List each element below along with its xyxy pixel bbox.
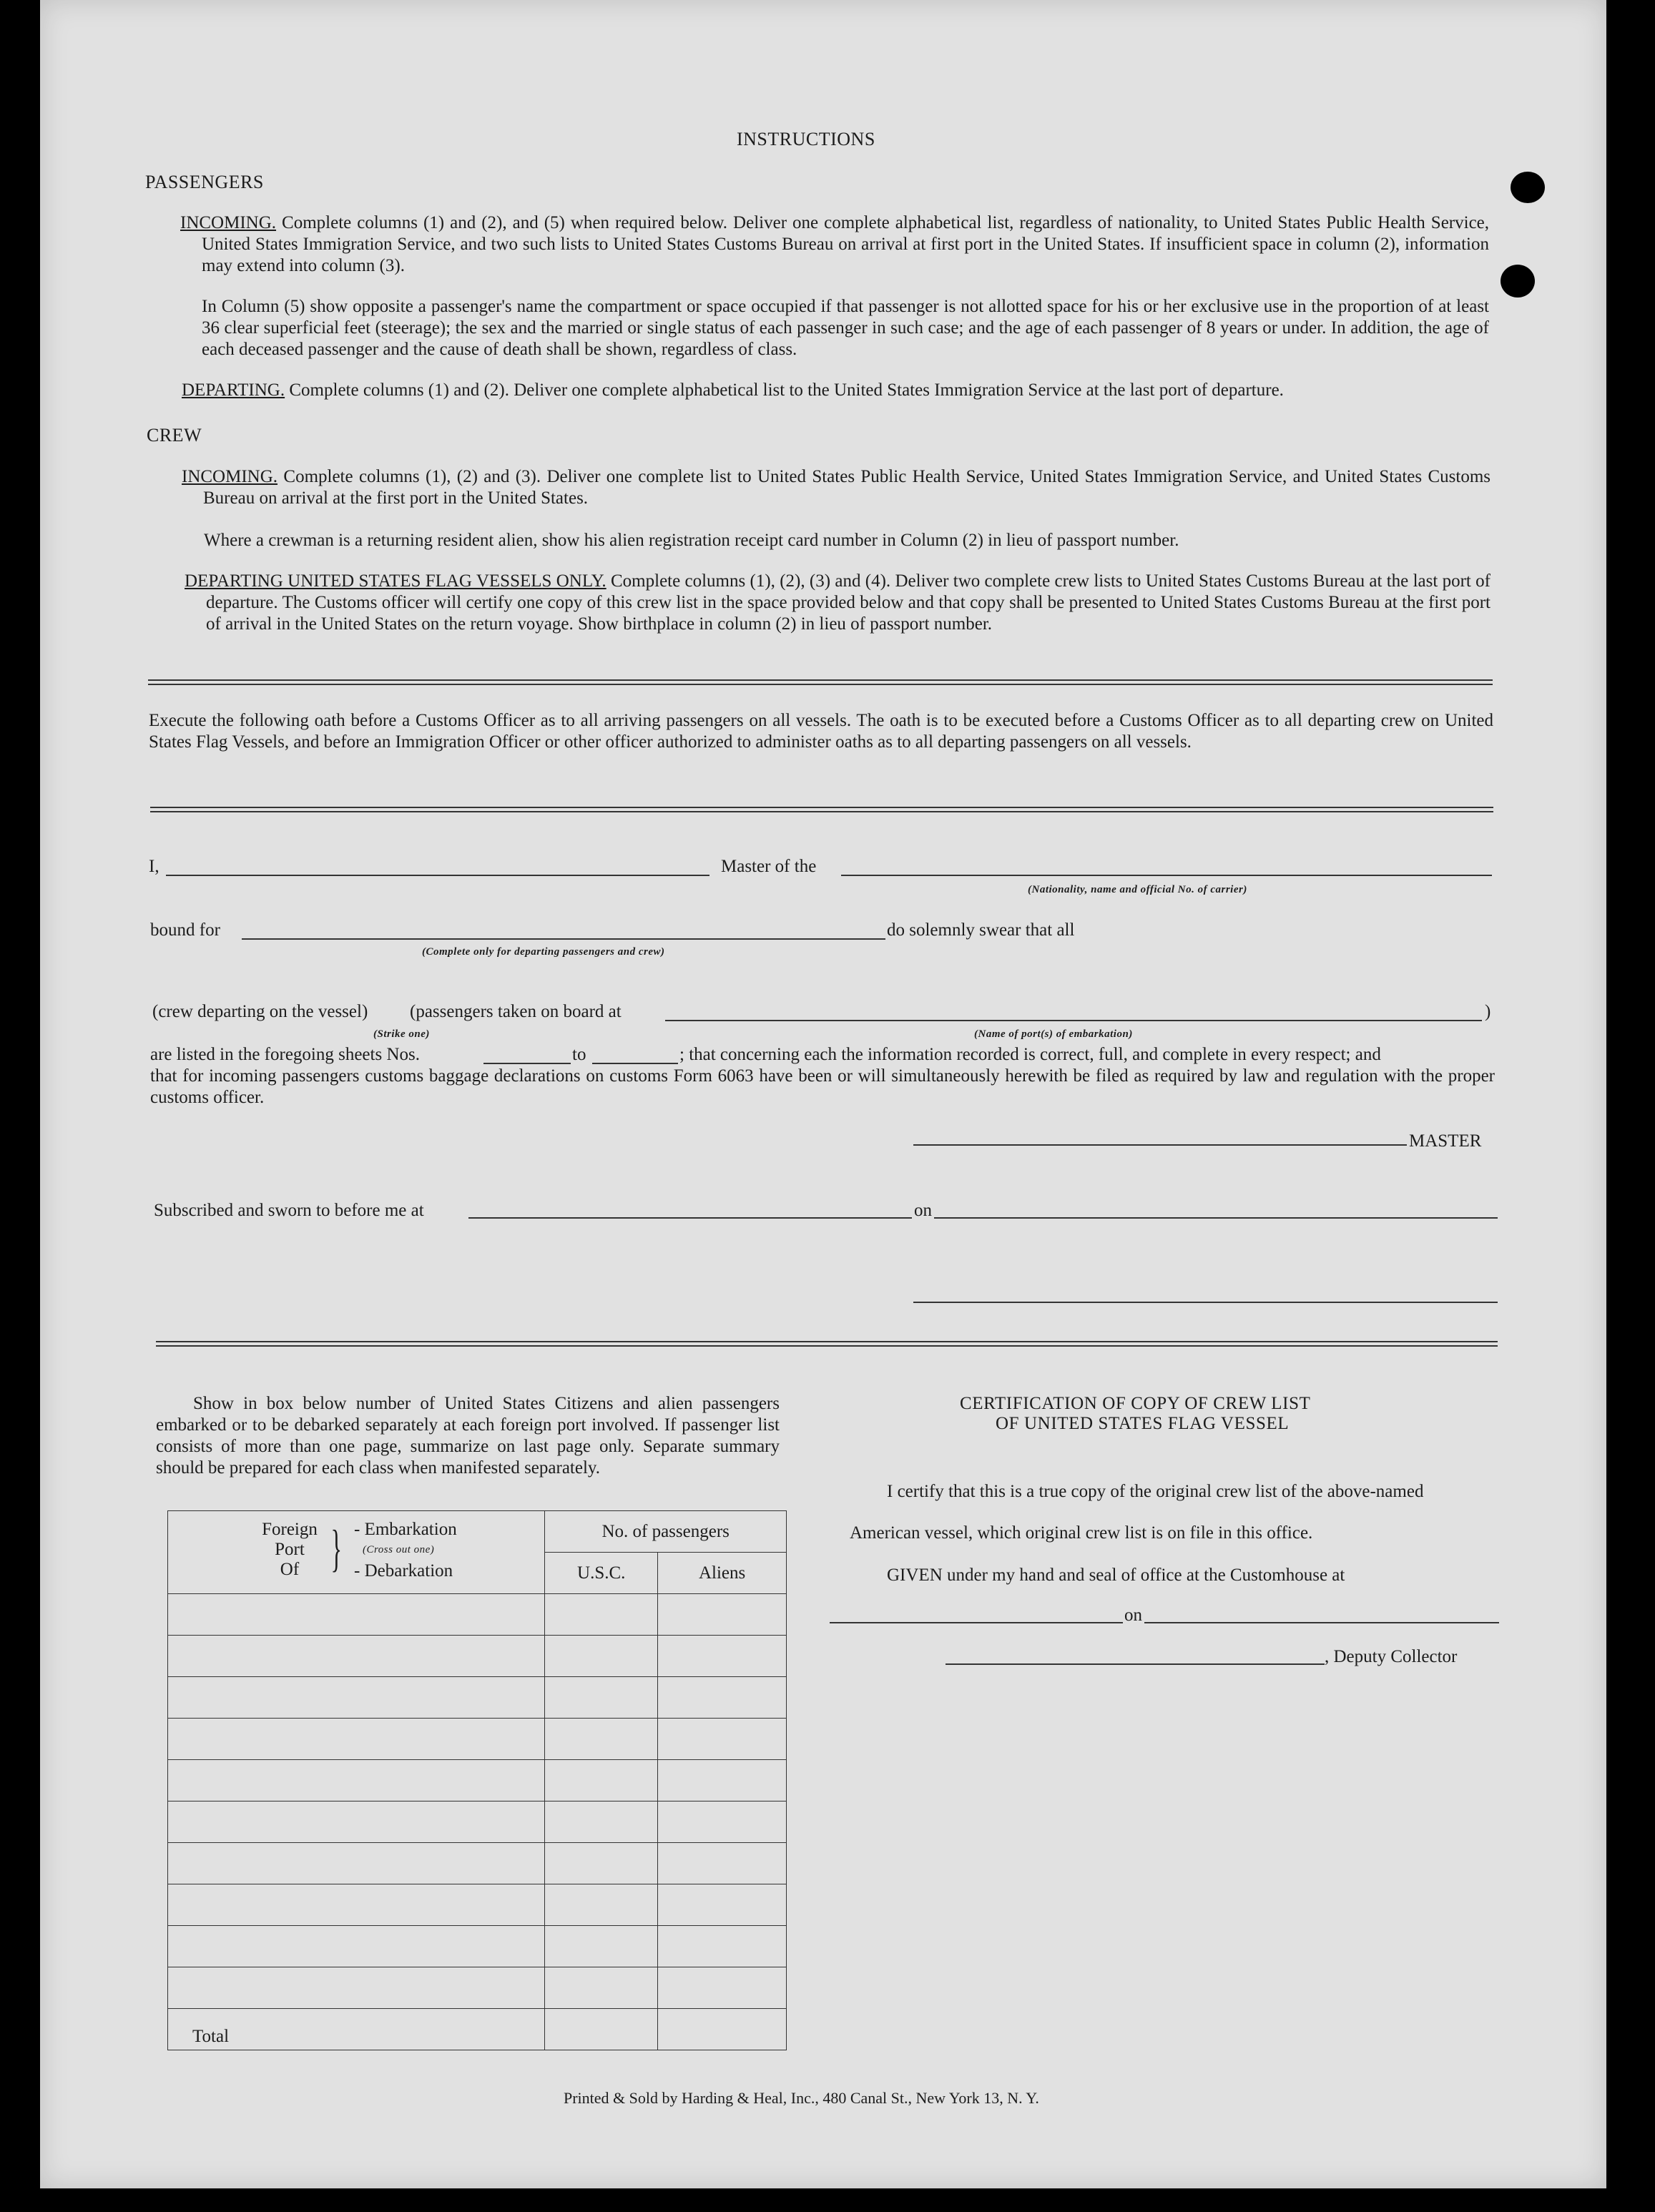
oath-crew-departing: (crew departing on the vessel): [152, 1002, 368, 1021]
usc-header: U.S.C.: [545, 1553, 658, 1594]
table-row: [168, 1926, 787, 1967]
usc-cell[interactable]: [545, 1594, 658, 1636]
bound-for-field[interactable]: [242, 938, 885, 940]
port-cell[interactable]: [168, 1636, 545, 1677]
port-cell[interactable]: [168, 1594, 545, 1636]
aliens-cell[interactable]: [658, 1719, 787, 1760]
oath-bound-for: bound for: [150, 920, 220, 940]
printer-footer: Printed & Sold by Harding & Heal, Inc., 480 Canal St., New York 13, N. Y.: [564, 2089, 1039, 2107]
usc-cell[interactable]: [545, 1884, 658, 1926]
aliens-cell[interactable]: [658, 1594, 787, 1636]
passengers-incoming-paragraph: [180, 212, 1490, 277]
crew-resident-paragraph: Where a crewman is a returning resident alien, show his alien registration receipt card number in Column (2) in lieu of passport number.: [204, 531, 1179, 550]
port-note: (Name of port(s) of embarkation): [974, 1028, 1133, 1040]
cross-out-note: (Cross out one): [363, 1544, 435, 1555]
table-row: [168, 1760, 787, 1801]
total-row: [168, 2009, 787, 2050]
port-cell[interactable]: [168, 1843, 545, 1884]
passenger-summary-table: [167, 1510, 787, 2050]
of-label: Of: [280, 1560, 300, 1579]
aliens-cell[interactable]: [658, 1760, 787, 1801]
oath-i: I,: [149, 857, 159, 876]
customhouse-field[interactable]: [830, 1622, 1123, 1623]
port-cell[interactable]: [168, 1760, 545, 1801]
brace-icon: }: [330, 1520, 343, 1577]
oath-listed-a: are listed in the foregoing sheets Nos.: [150, 1045, 420, 1064]
crew-incoming-text: Complete columns (1), (2) and (3). Deliver one complete list to United States Public Health Service, United States Immigration Service, and United States Customs Bureau on arrival at the first port in the United States.: [203, 467, 1491, 508]
port-cell[interactable]: [168, 1677, 545, 1719]
aliens-cell[interactable]: [658, 1801, 787, 1843]
certification-date-field[interactable]: [1144, 1622, 1499, 1623]
table-row: [168, 1594, 787, 1636]
port-cell[interactable]: [168, 1801, 545, 1843]
oath-listed-to: to: [572, 1045, 586, 1064]
no-of-passengers-header: No. of passengers: [545, 1511, 787, 1553]
table-row: [168, 1843, 787, 1884]
usc-cell[interactable]: [545, 1843, 658, 1884]
table-row: [168, 1636, 787, 1677]
usc-cell[interactable]: [545, 1719, 658, 1760]
usc-cell[interactable]: [545, 1760, 658, 1801]
oath-solemnly: do solemnly swear that all: [887, 920, 1075, 940]
embarkation-label: - Embarkation: [354, 1520, 457, 1539]
oath-intro: Execute the following oath before a Customs Officer as to all arriving passengers on all vessels. The oath is to be executed before a Customs Officer as to all departing crew on United States Flag Vessels, and before an Immigration Officer or other officer authorized to administer oaths as to all departing passengers on all vessels.: [149, 711, 1493, 752]
aliens-cell[interactable]: [658, 1677, 787, 1719]
table-row: [168, 1884, 787, 1926]
table-row: [168, 1677, 787, 1719]
total-aliens-cell[interactable]: [658, 2009, 787, 2050]
port-header-cell: [168, 1511, 545, 1594]
port-cell[interactable]: [168, 1926, 545, 1967]
page-title: INSTRUCTIONS: [737, 129, 875, 149]
oath-master-label: MASTER: [1409, 1131, 1482, 1151]
aliens-cell[interactable]: [658, 1884, 787, 1926]
deputy-collector-signature-line[interactable]: [946, 1663, 1325, 1665]
port-cell[interactable]: [168, 1967, 545, 2009]
port-of-embarkation-field[interactable]: [665, 1020, 1482, 1021]
foreign-label: Foreign: [262, 1520, 318, 1539]
sheet-from-field[interactable]: [483, 1063, 571, 1064]
punch-hole-bottom: [1501, 265, 1535, 298]
passengers-departing-text: Complete columns (1) and (2). Deliver one complete alphabetical list to the United States Immigration Service at the last port of departure.: [289, 380, 1284, 400]
master-name-field[interactable]: [166, 875, 709, 876]
usc-cell[interactable]: [545, 1636, 658, 1677]
certification-on: on: [1124, 1606, 1142, 1625]
usc-cell[interactable]: [545, 1926, 658, 1967]
port-cell[interactable]: [168, 1884, 545, 1926]
aliens-cell[interactable]: [658, 1843, 787, 1884]
divider-2: [150, 807, 1493, 812]
table-row: [168, 1719, 787, 1760]
divider-1: [148, 679, 1493, 685]
aliens-cell[interactable]: [658, 1636, 787, 1677]
certification-title-2: OF UNITED STATES FLAG VESSEL: [996, 1414, 1290, 1433]
aliens-cell[interactable]: [658, 1967, 787, 2009]
sworn-at-field[interactable]: [468, 1217, 912, 1219]
total-usc-cell[interactable]: [545, 2009, 658, 2050]
crew-incoming-paragraph: [182, 466, 1491, 509]
certification-certify-2: American vessel, which original crew list is on file in this office.: [850, 1523, 1313, 1543]
crew-departing-paragraph: [185, 571, 1491, 635]
carrier-field[interactable]: [841, 875, 1492, 876]
passengers-heading: PASSENGERS: [145, 172, 264, 192]
divider-3: [156, 1341, 1498, 1347]
oath-on: on: [914, 1201, 932, 1220]
usc-cell[interactable]: [545, 1677, 658, 1719]
complete-only-note: (Complete only for departing passengers and crew): [422, 946, 665, 958]
master-signature-line[interactable]: [913, 1144, 1407, 1146]
passengers-column5-paragraph: In Column (5) show opposite a passenger's name the compartment or space occupied if that passenger is not allotted space for his or her exclusive use in the proportion of at least 36 clear superficial feet (steerage); the sex and the married or single status of each passenger in such case; and the age of each passenger of 8 years or under. In addition, the age of each deceased passenger and the cause of death shall be shown, regardless of class.: [202, 297, 1489, 359]
nationality-note: (Nationality, name and official No. of carrier): [1028, 884, 1247, 895]
usc-cell[interactable]: [545, 1801, 658, 1843]
certification-certify-1: I certify that this is a true copy of the original crew list of the above-named: [887, 1482, 1424, 1501]
passengers-departing-paragraph: [182, 380, 1491, 401]
oath-passengers-taken: (passengers taken on board at: [410, 1002, 622, 1021]
strike-one-note: (Strike one): [373, 1028, 430, 1040]
oath-listed-rest: that for incoming passengers customs baggage declarations on customs Form 6063 have been or will simultaneously herewith be filed as required by law and regulation with the proper customs officer.: [150, 1066, 1495, 1107]
oath-subscribed: Subscribed and sworn to before me at: [154, 1201, 424, 1220]
aliens-header: Aliens: [658, 1553, 787, 1594]
passengers-incoming-label: INCOMING.: [180, 213, 277, 232]
officer-signature-line[interactable]: [913, 1302, 1498, 1303]
crew-incoming-label: INCOMING.: [182, 467, 278, 486]
passengers-departing-label: DEPARTING.: [182, 380, 285, 400]
summary-instructions: Show in box below number of United States Citizens and alien passengers embarked or to be debarked separately at each foreign port involved. If passenger list consists of more than one page, summarize on last page only. Separate summary should be prepared for each class when manifested separately.: [156, 1394, 780, 1478]
crew-departing-text: Complete columns (1), (2), (3) and (4). Deliver two complete crew lists to United States Customs Bureau at the last port of departure. The Customs officer will certify one copy of this crew list in the space provided below and that copy shall be presented to United States Customs Bureau at the first port of arrival in the United States on the return voyage. Show birthplace in column (2) in lieu of passport number.: [206, 571, 1491, 634]
aliens-cell[interactable]: [658, 1926, 787, 1967]
oath-listed-b: ; that concerning each the information recorded is correct, full, and complete in every respect; and: [679, 1045, 1381, 1064]
certification-deputy: , Deputy Collector: [1325, 1647, 1458, 1666]
crew-heading: CREW: [147, 425, 202, 446]
usc-cell[interactable]: [545, 1967, 658, 2009]
sheet-to-field[interactable]: [592, 1063, 678, 1064]
total-label: Total: [192, 2027, 230, 2046]
debarkation-label: - Debarkation: [354, 1561, 453, 1581]
oath-master-of-the: Master of the: [721, 857, 817, 876]
certification-title-1: CERTIFICATION OF COPY OF CREW LIST: [960, 1394, 1311, 1413]
oath-close-paren: ): [1485, 1002, 1491, 1021]
crew-departing-label: DEPARTING UNITED STATES FLAG VESSELS ONLY.: [185, 571, 606, 591]
port-label: Port: [275, 1540, 305, 1559]
certification-given: GIVEN under my hand and seal of office at the Customhouse at: [887, 1565, 1345, 1585]
port-cell[interactable]: [168, 1719, 545, 1760]
table-row: [168, 1967, 787, 2009]
sworn-on-field[interactable]: [934, 1217, 1498, 1219]
punch-hole-top: [1511, 172, 1545, 203]
table-row: [168, 1801, 787, 1843]
passengers-incoming-text: Complete columns (1) and (2), and (5) when required below. Deliver one complete alphabetical list, regardless of nationality, to United States Public Health Service, United States Immigration Service, and two such lists to United States Customs Bureau on arrival at first port in the United States. If insufficient space in column (2), information may extend into column (3).: [202, 213, 1490, 275]
total-label-cell: [168, 2009, 545, 2050]
